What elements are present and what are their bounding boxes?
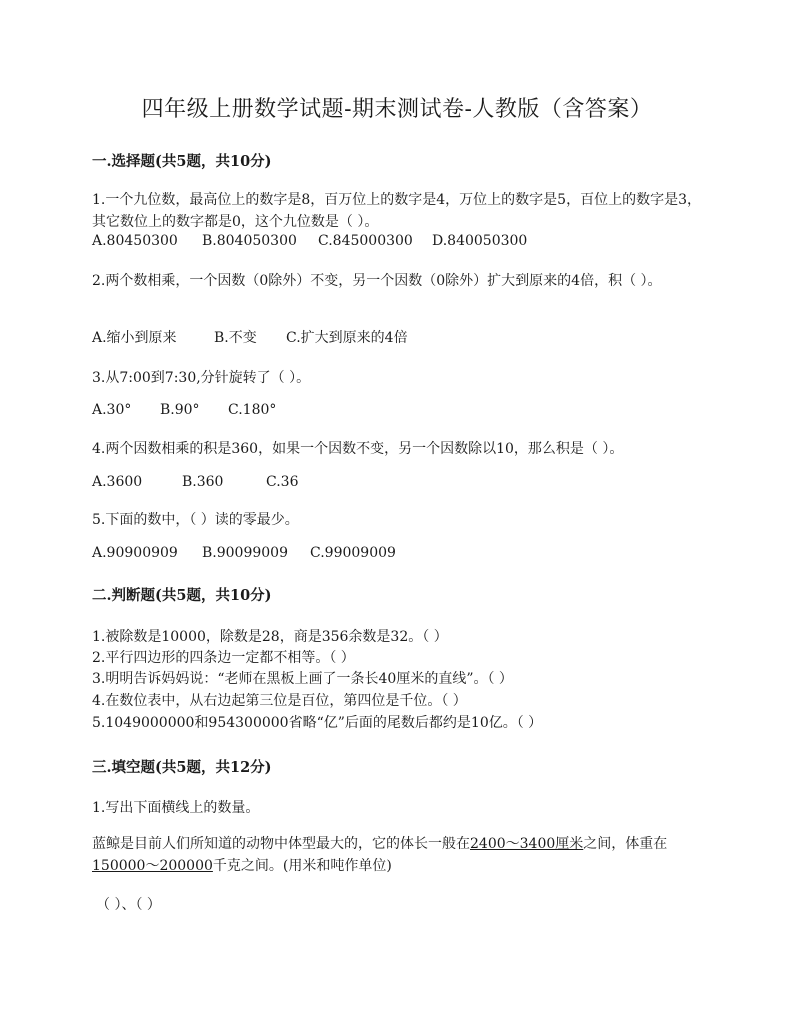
question-options — [92, 545, 396, 561]
section-heading-choice: 一.选择题(共5题，共10分) — [92, 153, 272, 170]
option: B.360 — [182, 474, 224, 490]
list-item: 2.平行四边形的四条边一定都不相等。（ ） — [92, 650, 355, 666]
underlined-quantity: 150000～200000 — [92, 858, 213, 874]
option: C.845000300 — [318, 233, 413, 249]
list-item: 4.在数位表中，从右边起第三位是百位，第四位是千位。（ ） — [92, 693, 467, 709]
list-item: 5.1049000000和954300000省略“亿”后面的尾数后都约是10亿。（ ） — [92, 715, 543, 731]
answer-blanks: （ ）、（ ） — [96, 897, 161, 913]
question-text: 3.从7:00到7:30,分针旋转了（ ）。 — [92, 370, 311, 386]
option: A.80450300 — [92, 233, 178, 249]
paragraph-text: 蓝鲸是目前人们所知道的动物中体型最大的，它的体长一般在 — [92, 836, 470, 852]
question-text: 2.两个数相乘，一个因数（0除外）不变，另一个因数（0除外）扩大到原来的4倍，积（ ）。 — [92, 273, 662, 289]
option: C.180° — [228, 402, 277, 418]
option: D.840050300 — [432, 233, 528, 249]
option: A.90900909 — [92, 545, 178, 561]
list-item: 3.明明告诉妈妈说：“老师在黑板上画了一条长40厘米的直线”。（ ） — [92, 671, 513, 687]
option: B.804050300 — [202, 233, 297, 249]
question-text: 4.两个因数相乘的积是360，如果一个因数不变，另一个因数除以10，那么积是（ ）。 — [92, 441, 624, 457]
option: A.30° — [92, 402, 132, 418]
paragraph-text: 千克之间。(用米和吨作单位) — [212, 858, 392, 874]
paragraph-text: 之间，体重在 — [583, 836, 668, 852]
question-options — [92, 327, 408, 347]
option: B.90° — [160, 402, 200, 418]
question-text: 1.一个九位数，最高位上的数字是8，百万位上的数字是4，万位上的数字是5，百位上的数字是3，其它数位上的数字都是0，这个九位数是（ ）。 — [92, 192, 701, 230]
option: C.扩大到原来的4倍 — [286, 330, 408, 346]
option: B.90099009 — [202, 545, 288, 561]
question-text: 1.写出下面横线上的数量。 — [92, 800, 260, 816]
question-options — [92, 233, 527, 249]
underlined-quantity: 2400～3400厘米 — [470, 836, 584, 852]
option: A.缩小到原来 — [92, 330, 177, 346]
option: B.不变 — [214, 330, 257, 346]
question-options — [92, 474, 298, 490]
page-title: 四年级上册数学试题-期末测试卷-人教版（含答案） — [141, 97, 653, 122]
section-heading-fill: 三.填空题(共5题，共12分) — [92, 759, 272, 776]
option: C.99009009 — [310, 545, 396, 561]
option: A.3600 — [92, 474, 143, 490]
list-item: 1.被除数是10000，除数是28，商是356余数是32。（ ） — [92, 629, 448, 645]
question-options — [92, 402, 276, 418]
question-paragraph — [92, 833, 704, 877]
option: C.36 — [266, 474, 299, 490]
question-text: 5.下面的数中，（ ）读的零最少。 — [92, 512, 299, 528]
section-heading-judge: 二.判断题(共5题，共10分) — [92, 587, 272, 604]
